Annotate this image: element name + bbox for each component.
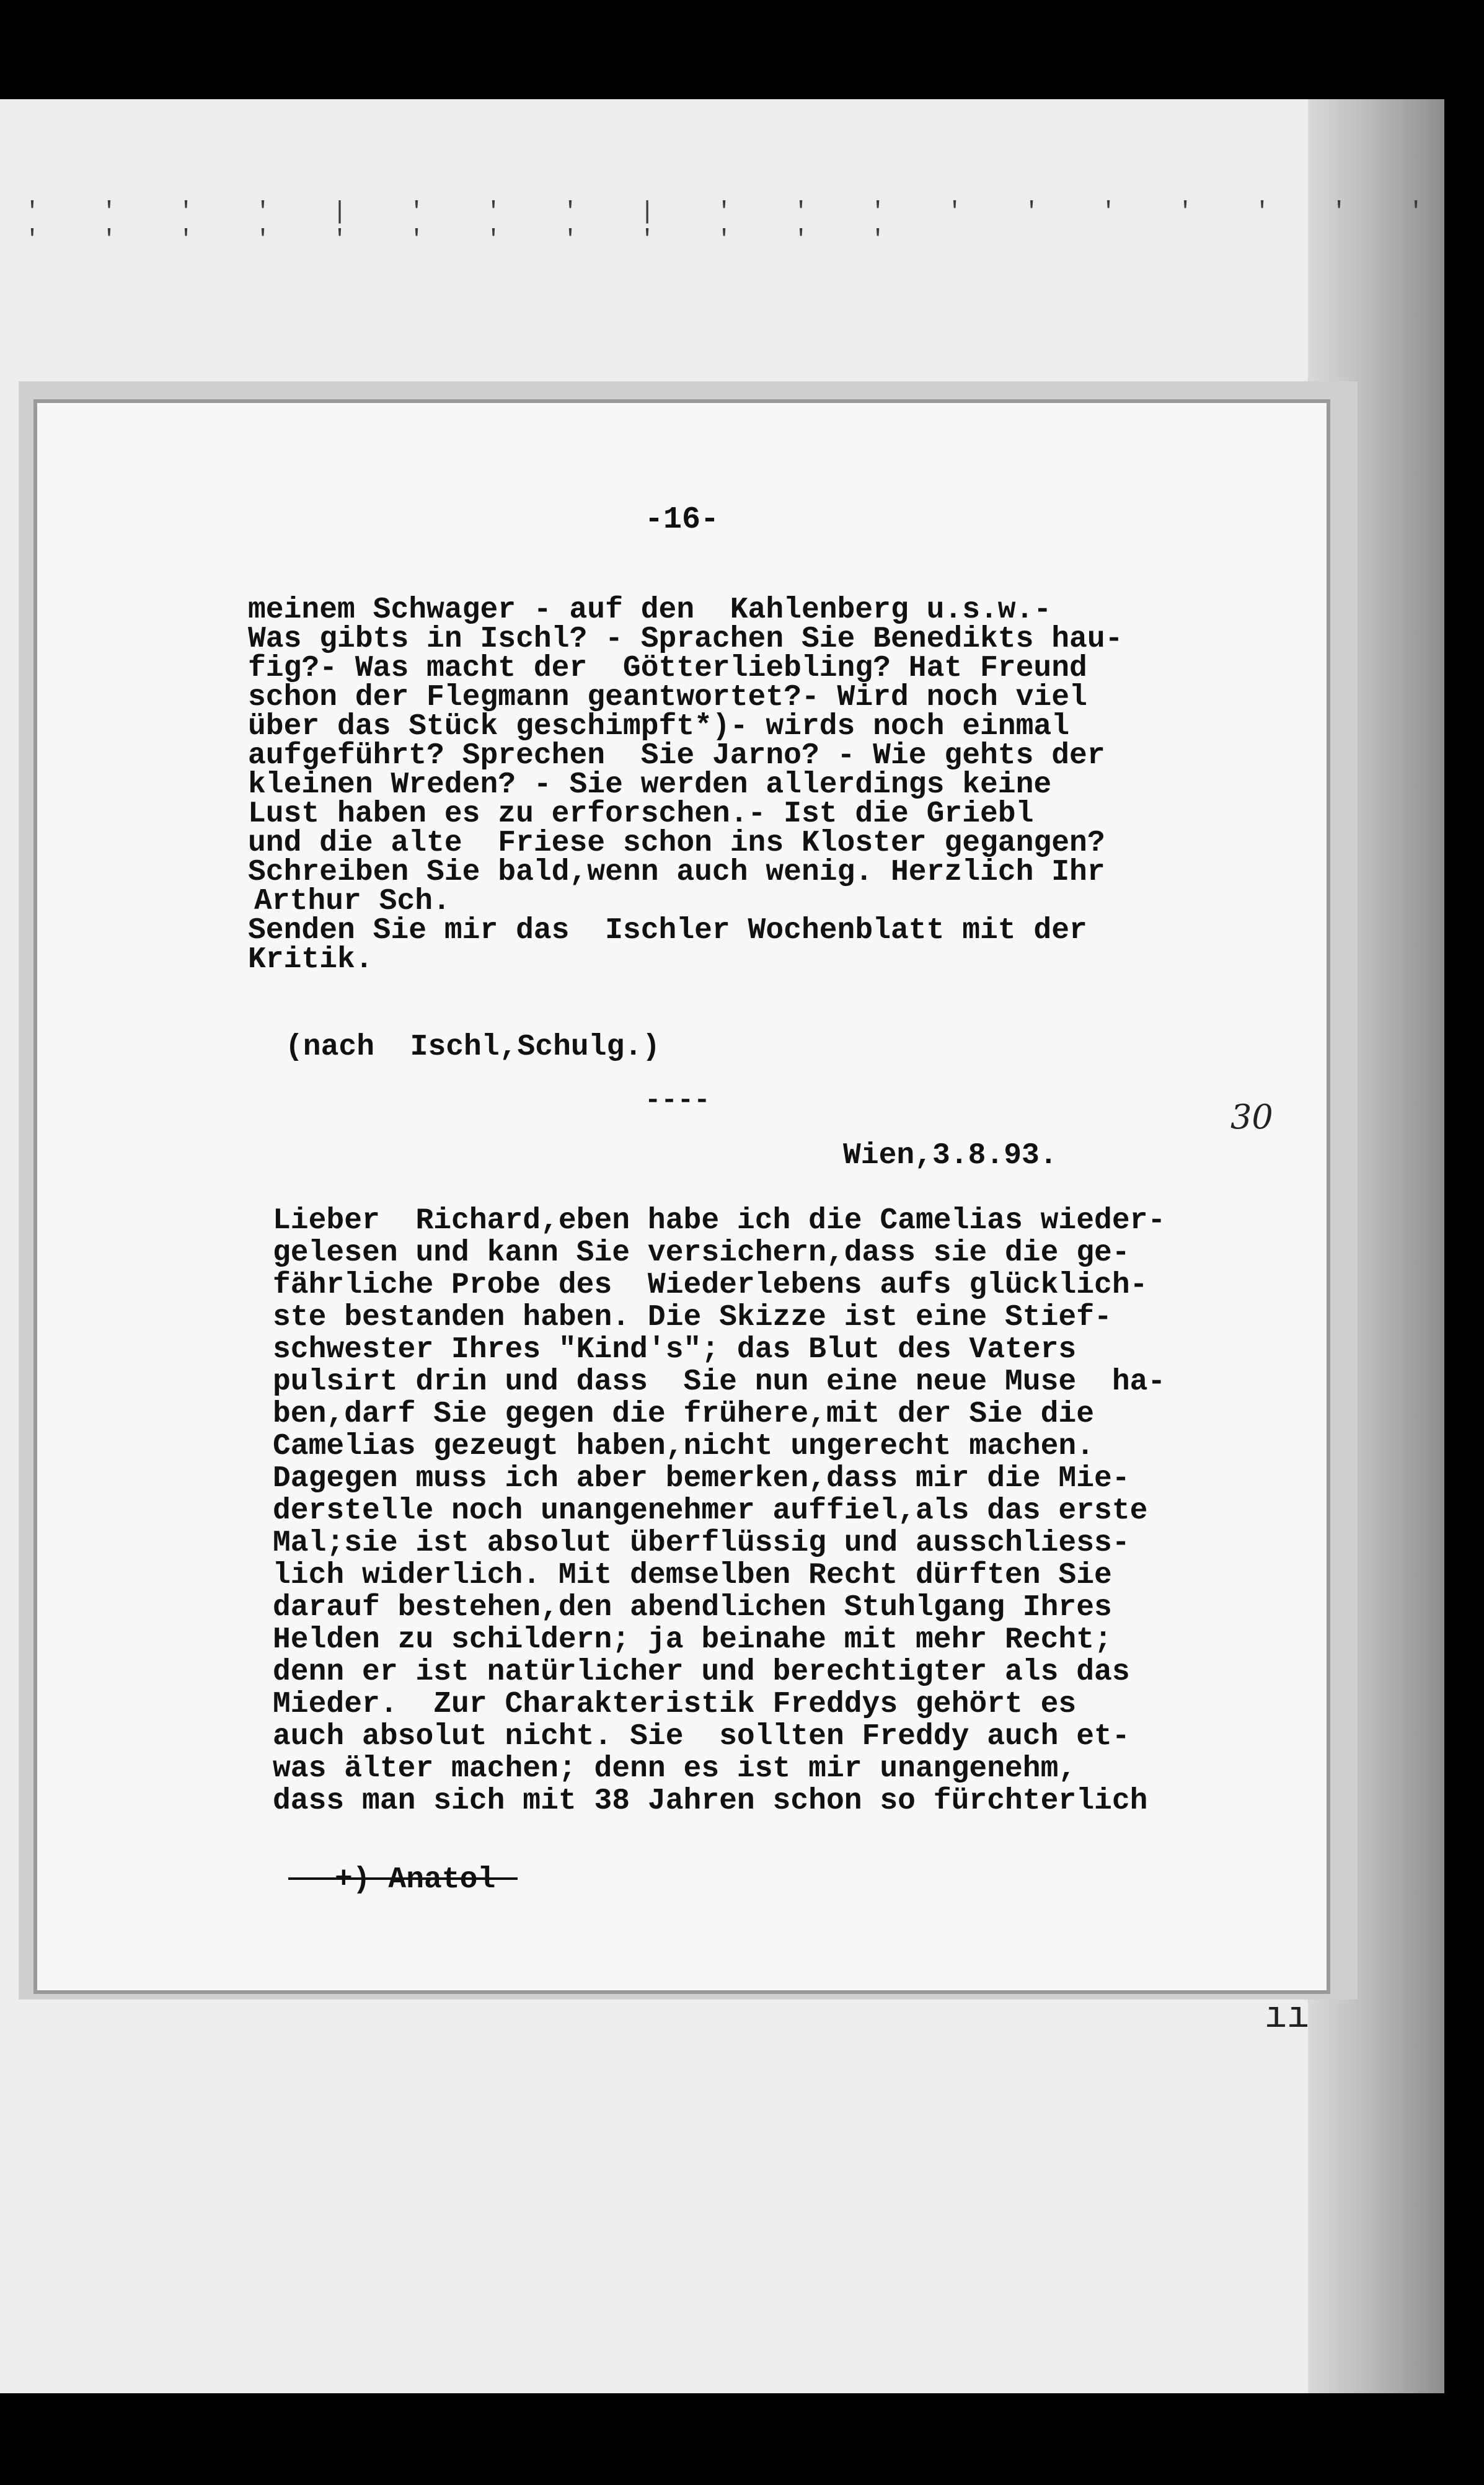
continuation-line: über das Stück geschimpft*)- wirds noch einmal — [248, 710, 1070, 743]
letter-line: derstelle noch unangenehmer auffiel,als das erste — [273, 1494, 1148, 1528]
continuation-line: Senden Sie mir das Ischler Wochenblatt mit der — [248, 914, 1087, 947]
continuation-line: Lust haben es zu erforschen.- Ist die Griebl — [248, 797, 1034, 831]
edge-marks: ıı — [1265, 1996, 1310, 2039]
continuation-line: Schreiben Sie bald,wenn auch wenig. Herzlich Ihr — [248, 856, 1105, 889]
letter-line: ben,darf Sie gegen die frühere,mit der Sie die — [273, 1398, 1095, 1431]
handwritten-number: 30 — [1230, 1097, 1273, 1136]
letter-line: ste bestanden haben. Die Skizze ist eine Stief- — [273, 1301, 1112, 1334]
continuation-line: fig?- Was macht der Götterliebling? Hat Freund — [248, 652, 1087, 685]
scan-background-top — [0, 0, 1484, 112]
continuation-line: kleinen Wreden? - Sie werden allerdings keine — [248, 768, 1052, 802]
continuation-line: schon der Flegmann geantwortet?- Wird noch viel — [248, 681, 1087, 714]
letter-line: pulsirt drin und dass Sie nun eine neue Muse ha- — [273, 1365, 1166, 1399]
section-separator: ---- — [645, 1085, 710, 1116]
continuation-line: aufgeführt? Sprechen Sie Jarno? - Wie gehts der — [248, 739, 1105, 773]
letter-line: auch absolut nicht. Sie sollten Freddy auch et- — [273, 1720, 1130, 1753]
letter-line: dass man sich mit 38 Jahren schon so fürchterlich — [273, 1784, 1148, 1818]
footnote: +) Anatol — [335, 1863, 496, 1897]
letter-line: Camelias gezeugt haben,nicht ungerecht machen. — [273, 1430, 1095, 1463]
scan-border-right — [1444, 0, 1484, 2485]
letter-line: darauf bestehen,den abendlichen Stuhlgang Ihres — [273, 1591, 1112, 1624]
continuation-line: Arthur Sch. — [254, 885, 451, 918]
continuation-line: meinem Schwager - auf den Kahlenberg u.s.w.- — [248, 593, 1052, 627]
letter-line: gelesen und kann Sie versichern,dass sie die ge- — [273, 1236, 1130, 1270]
date-line: Wien,3.8.93. — [843, 1139, 1058, 1172]
scan-border-bottom — [0, 2393, 1484, 2485]
letter-line: Helden zu schildern; ja beinahe mit mehr Recht; — [273, 1623, 1112, 1657]
address-note: (nach Ischl,Schulg.) — [285, 1030, 660, 1064]
page-number: -16- — [645, 502, 720, 538]
letter-line: Mal;sie ist absolut überflüssig und ausschliess- — [273, 1526, 1130, 1560]
letter-line: Mieder. Zur Charakteristik Freddys gehört es — [273, 1688, 1077, 1721]
continuation-line: Kritik. — [248, 943, 373, 977]
letter-line: was älter machen; denn es ist mir unangenehm, — [273, 1752, 1077, 1786]
letter-line: schwester Ihres "Kind's"; das Blut des Vaters — [273, 1333, 1077, 1367]
continuation-line: Was gibts in Ischl? - Sprachen Sie Benedikts hau- — [248, 622, 1123, 656]
letter-line: fährliche Probe des Wiederlebens aufs glücklich- — [273, 1269, 1148, 1302]
continuation-line: und die alte Friese schon ins Kloster gegangen? — [248, 826, 1105, 860]
letter-line: Lieber Richard,eben habe ich die Camelias wieder- — [273, 1204, 1166, 1238]
letter-line: denn er ist natürlicher und berechtigter als das — [273, 1655, 1130, 1689]
letter-line: Dagegen muss ich aber bemerken,dass mir die Mie- — [273, 1462, 1130, 1495]
perforation-marks: ' ' ' ' | ' ' ' | ' ' ' ' ' ' ' ' ' ' ' ' ' ' ' ' ' ' ' ' ' ' — [25, 198, 1447, 254]
letter-line: lich widerlich. Mit demselben Recht dürften Sie — [273, 1559, 1112, 1592]
